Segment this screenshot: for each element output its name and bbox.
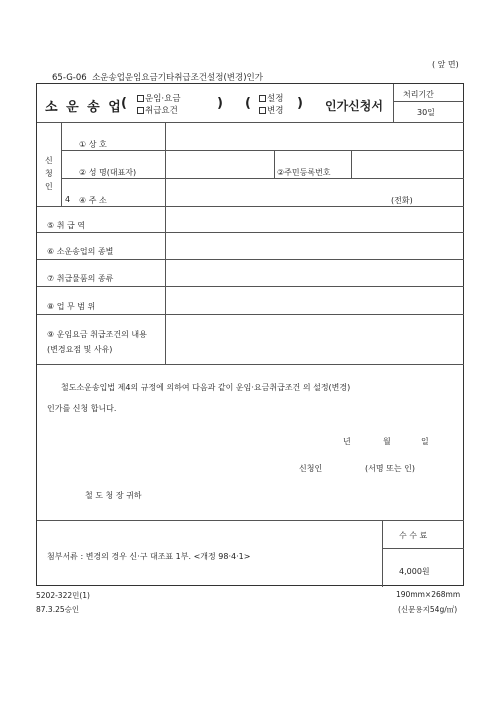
fee-value: 4,000원 (399, 567, 430, 576)
title-option2 (259, 93, 283, 117)
recipient: 철 도 청 장 귀하 (85, 491, 142, 500)
form-name: 소운송업운임요금기타취급조건설정(변경)인가 (92, 73, 263, 83)
checkbox-icon[interactable] (137, 95, 144, 102)
label-resident-number: ②주민등록번호 (277, 168, 331, 177)
date-day: 일 (421, 437, 429, 446)
processing-value: 30일 (417, 108, 435, 117)
option-setting: 설정 (267, 94, 284, 104)
label-goods-type: ⑦ 취급물품의 종류 (47, 274, 114, 283)
checkbox-icon[interactable] (259, 95, 266, 102)
page-side-label: ( 앞 면) (432, 60, 459, 69)
title-option1 (137, 93, 181, 117)
applicant-side-label: 신 청 인 (45, 156, 53, 191)
label-address: ④ 주 소 (79, 196, 107, 205)
attachment-note: 첨부서류 : 변경의 경우 신·구 대조표 1부. <개정 98·4·1> (47, 552, 251, 561)
option-fare: 운임·요금 (145, 94, 181, 104)
option-handling: 취급요건 (145, 106, 178, 116)
title-paren-open-2: ( (245, 96, 253, 111)
checkbox-icon[interactable] (137, 107, 144, 114)
label-fare-conditions: ⑨ 운임요금 취급조건의 내용 (47, 330, 147, 339)
date-year: 년 (343, 437, 351, 446)
label-change-reason: (변경요점 및 사유) (47, 345, 113, 354)
row3-prefix: 4 (65, 195, 71, 204)
title-paren-close-1: ) (217, 96, 225, 111)
fee-label: 수 수 료 (399, 531, 428, 540)
bottom-right-1: 190mm×268mm (396, 590, 461, 599)
title-suffix: 인가신청서 (325, 99, 383, 113)
checkbox-icon[interactable] (259, 107, 266, 114)
bottom-left-2: 87.3.25승인 (36, 605, 80, 614)
sign-note: (서명 또는 인) (365, 464, 415, 473)
application-form (36, 83, 464, 586)
label-handling-station: ⑤ 취 급 역 (47, 221, 85, 230)
label-business-type: ⑥ 소운송업의 종별 (47, 247, 114, 256)
body-text-line2: 인가를 신청 합니다. (47, 404, 117, 413)
date-month: 월 (383, 437, 391, 446)
applicant-sign-label: 신청인 (299, 464, 323, 473)
label-business-scope: ⑧ 업 무 범 위 (47, 302, 96, 311)
bottom-right-2: (신문용지54g/㎡) (398, 605, 458, 614)
option-change: 변경 (267, 106, 284, 116)
title-main: 소 운 송 업 (45, 100, 123, 115)
label-representative: ② 성 명(대표자) (79, 168, 137, 177)
form-header (52, 71, 263, 83)
title-paren-close-2: ) (297, 96, 305, 111)
label-company-name: ① 상 호 (79, 140, 107, 149)
label-phone: (전화) (391, 196, 413, 205)
bottom-left-1: 5202-322민(1) (36, 591, 90, 600)
title-paren-open-1: ( (121, 96, 129, 111)
form-code: 65-G-06 (52, 73, 87, 83)
body-text-line1: 철도소운송입법 제4의 규정에 의하여 다음과 같이 운임·요금취급조건 의 설정(변경) (61, 383, 351, 392)
processing-label: 처리기간 (403, 90, 434, 99)
